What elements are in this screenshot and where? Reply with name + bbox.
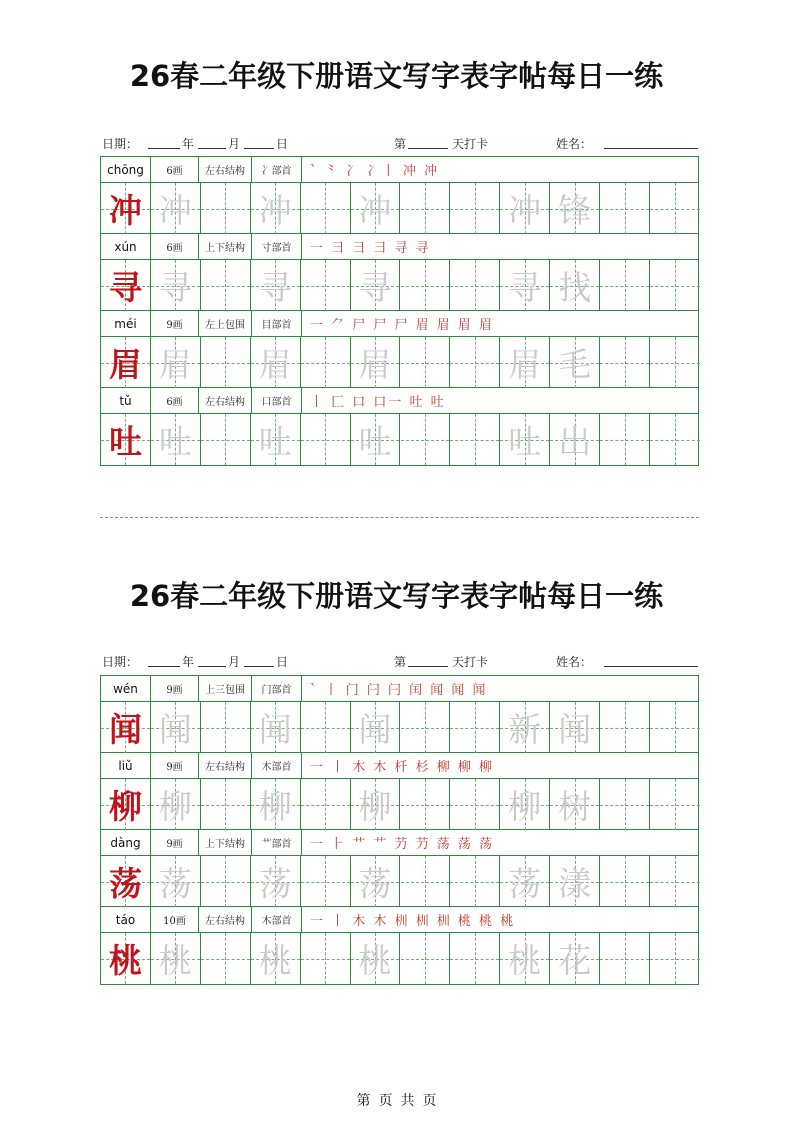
stroke-order: 丨 ⼕ 口 口⼀ 吐 吐 xyxy=(310,395,446,410)
pinyin-cell-text: chōng xyxy=(107,162,144,177)
stroke-count-cell xyxy=(151,830,199,855)
trace-character: 荡 xyxy=(258,864,292,903)
trace-character: 吐 xyxy=(258,422,292,461)
writing-square[interactable] xyxy=(450,337,500,388)
writing-square[interactable] xyxy=(600,260,650,311)
trace-character: 闻 xyxy=(558,710,592,749)
di-label: 第 xyxy=(394,137,407,151)
pinyin-cell-text: dàng xyxy=(110,835,141,850)
stroke-count-cell-text: 9画 xyxy=(166,685,183,696)
writing-grid-row xyxy=(101,779,698,830)
trace-character: 寻 xyxy=(508,268,542,307)
day-number-blank[interactable] xyxy=(408,135,448,149)
writing-square[interactable] xyxy=(600,337,650,388)
char-info-row xyxy=(101,676,698,702)
writing-square[interactable] xyxy=(351,856,401,907)
writing-square[interactable] xyxy=(401,260,451,311)
stroke-count-cell-text: 9画 xyxy=(166,320,183,331)
stroke-count-cell xyxy=(151,753,199,778)
writing-square[interactable] xyxy=(550,183,600,234)
writing-square[interactable] xyxy=(401,183,451,234)
stroke-count-cell xyxy=(151,157,199,182)
month-label: 月 xyxy=(228,137,241,151)
day-blank[interactable] xyxy=(244,135,274,149)
pinyin-cell xyxy=(101,234,151,259)
writing-square[interactable] xyxy=(301,260,351,311)
trace-character: 花 xyxy=(558,941,592,980)
day-label: 日 xyxy=(276,137,289,151)
writing-square[interactable] xyxy=(251,183,301,234)
writing-square[interactable] xyxy=(450,933,500,984)
stroke-count-cell xyxy=(151,907,199,932)
writing-square[interactable] xyxy=(450,856,500,907)
writing-square[interactable] xyxy=(201,933,251,984)
footer-ye: 页 xyxy=(378,1093,393,1109)
pinyin-cell-text: xún xyxy=(114,239,137,254)
writing-square[interactable] xyxy=(650,779,700,830)
name-blank[interactable] xyxy=(604,653,698,667)
structure-cell-text: 左上包围 xyxy=(205,320,245,331)
stroke-order: ⼀ 丨 木 木 杊 杊 杊 桃 桃 桃 xyxy=(310,914,516,929)
writing-square[interactable] xyxy=(500,260,550,311)
writing-square[interactable] xyxy=(401,933,451,984)
writing-grid-row xyxy=(101,183,698,234)
trace-character: 桃 xyxy=(158,941,192,980)
writing-square[interactable] xyxy=(650,933,700,984)
radical-cell-text: 木部首 xyxy=(261,762,292,773)
pinyin-cell-text: méi xyxy=(114,316,137,331)
trace-character: 眉 xyxy=(358,345,392,384)
page-footer xyxy=(0,1090,793,1110)
writing-square[interactable] xyxy=(151,183,201,234)
structure-cell xyxy=(199,157,252,182)
writing-square[interactable] xyxy=(450,414,500,465)
writing-square[interactable] xyxy=(101,414,151,465)
trace-character: 眉 xyxy=(508,345,542,384)
checkin-label: 天打卡 xyxy=(452,655,489,669)
writing-square[interactable] xyxy=(101,933,151,984)
trace-character: 荡 xyxy=(158,864,192,903)
year-blank[interactable] xyxy=(148,653,180,667)
writing-square[interactable] xyxy=(500,702,550,753)
model-character: 寻 xyxy=(108,268,142,307)
writing-square[interactable] xyxy=(600,702,650,753)
month-label: 月 xyxy=(228,655,241,669)
char-info-row xyxy=(101,388,698,414)
pinyin-cell xyxy=(101,388,151,413)
stroke-count-cell xyxy=(151,388,199,413)
writing-square[interactable] xyxy=(650,856,700,907)
model-character: 桃 xyxy=(108,941,142,980)
writing-square[interactable] xyxy=(151,337,201,388)
writing-grid-row xyxy=(101,414,698,465)
stroke-order: ` ⺀ 冫 冫⼁ 冲 冲 xyxy=(310,164,440,179)
stroke-count-cell-text: 9画 xyxy=(166,762,183,773)
date-label: 日期： xyxy=(102,137,139,151)
day-blank[interactable] xyxy=(244,653,274,667)
writing-square[interactable] xyxy=(301,337,351,388)
writing-square[interactable] xyxy=(450,779,500,830)
month-blank[interactable] xyxy=(198,653,226,667)
footer-ye-total: 页 xyxy=(422,1093,437,1109)
writing-grid-row xyxy=(101,933,698,984)
stroke-count-cell xyxy=(151,311,199,336)
trace-character: 柳 xyxy=(158,787,192,826)
writing-square[interactable] xyxy=(550,260,600,311)
writing-square[interactable] xyxy=(600,414,650,465)
writing-square[interactable] xyxy=(500,779,550,830)
trace-character: 冲 xyxy=(358,191,392,230)
writing-square[interactable] xyxy=(301,933,351,984)
writing-square[interactable] xyxy=(600,933,650,984)
stroke-count-cell xyxy=(151,676,199,701)
trace-character: 桃 xyxy=(508,941,542,980)
writing-square[interactable] xyxy=(351,337,401,388)
writing-square[interactable] xyxy=(301,856,351,907)
radical-cell xyxy=(252,388,302,413)
char-info-row xyxy=(101,157,698,183)
writing-square[interactable] xyxy=(650,337,700,388)
writing-square[interactable] xyxy=(251,702,301,753)
writing-square[interactable] xyxy=(251,337,301,388)
writing-square[interactable] xyxy=(151,856,201,907)
pinyin-cell xyxy=(101,907,151,932)
model-character: 荡 xyxy=(108,864,142,903)
radical-cell-text: 目部首 xyxy=(261,320,292,331)
structure-cell-text: 上下结构 xyxy=(205,839,245,850)
writing-square[interactable] xyxy=(351,933,401,984)
writing-square[interactable] xyxy=(101,337,151,388)
practice-grid xyxy=(100,156,699,466)
stroke-order: ⼀ ⺊ 艹 艹 芀 芀 荡 荡 荡 xyxy=(310,837,495,852)
writing-square[interactable] xyxy=(101,702,151,753)
di-label: 第 xyxy=(394,655,407,669)
year-label: 年 xyxy=(182,655,195,669)
writing-square[interactable] xyxy=(600,779,650,830)
trace-character: 出 xyxy=(558,422,592,461)
writing-square[interactable] xyxy=(301,414,351,465)
writing-square[interactable] xyxy=(500,414,550,465)
trace-character: 柳 xyxy=(508,787,542,826)
pinyin-cell xyxy=(101,830,151,855)
writing-square[interactable] xyxy=(151,779,201,830)
char-info-row xyxy=(101,753,698,779)
radical-cell xyxy=(252,311,302,336)
writing-square[interactable] xyxy=(351,702,401,753)
practice-grid xyxy=(100,675,699,985)
writing-square[interactable] xyxy=(500,933,550,984)
writing-square[interactable] xyxy=(101,779,151,830)
structure-cell xyxy=(199,234,252,259)
radical-cell xyxy=(252,676,302,701)
writing-square[interactable] xyxy=(550,702,600,753)
writing-square[interactable] xyxy=(151,702,201,753)
trace-character: 闻 xyxy=(158,710,192,749)
writing-square[interactable] xyxy=(251,260,301,311)
writing-square[interactable] xyxy=(450,183,500,234)
stroke-order: ⼀ 丨 木 木 杄 杉 柳 柳 柳 xyxy=(310,760,495,775)
radical-cell xyxy=(252,157,302,182)
writing-square[interactable] xyxy=(201,702,251,753)
footer-gong: 共 xyxy=(400,1093,415,1109)
trace-character: 树 xyxy=(558,787,592,826)
writing-square[interactable] xyxy=(450,702,500,753)
writing-square[interactable] xyxy=(301,702,351,753)
writing-square[interactable] xyxy=(201,779,251,830)
meta-row xyxy=(102,135,700,153)
writing-square[interactable] xyxy=(201,260,251,311)
radical-cell-text: 木部首 xyxy=(261,916,292,927)
writing-square[interactable] xyxy=(351,779,401,830)
structure-cell xyxy=(199,388,252,413)
checkin-label: 天打卡 xyxy=(452,137,489,151)
structure-cell-text: 左右结构 xyxy=(205,166,245,177)
stroke-order: ⼀ ⺕ ⺕ 彐 寻 寻 xyxy=(310,241,431,256)
name-label: 姓名： xyxy=(556,655,593,669)
writing-square[interactable] xyxy=(101,183,151,234)
trace-character: 荡 xyxy=(508,864,542,903)
pinyin-cell xyxy=(101,753,151,778)
char-info-row xyxy=(101,830,698,856)
radical-cell xyxy=(252,907,302,932)
trace-character: 寻 xyxy=(358,268,392,307)
model-character: 闻 xyxy=(108,710,142,749)
trace-character: 寻 xyxy=(158,268,192,307)
writing-grid-row xyxy=(101,337,698,388)
model-character: 吐 xyxy=(108,422,142,461)
radical-cell-text: 寸部首 xyxy=(261,243,292,254)
trace-character: 闻 xyxy=(258,710,292,749)
structure-cell xyxy=(199,311,252,336)
trace-character: 闻 xyxy=(358,710,392,749)
radical-cell xyxy=(252,830,302,855)
writing-grid-row xyxy=(101,702,698,753)
pinyin-cell-text: wén xyxy=(113,681,138,696)
trace-character: 寻 xyxy=(258,268,292,307)
trace-character: 眉 xyxy=(158,345,192,384)
writing-square[interactable] xyxy=(201,337,251,388)
stroke-count-cell-text: 6画 xyxy=(166,397,183,408)
writing-square[interactable] xyxy=(550,779,600,830)
writing-square[interactable] xyxy=(101,856,151,907)
stroke-order: ⼀ ⺈ ⼫ 尸 尸 眉 眉 眉 眉 xyxy=(310,318,495,333)
writing-grid-row xyxy=(101,260,698,311)
date-label: 日期： xyxy=(102,655,139,669)
pinyin-cell xyxy=(101,676,151,701)
stroke-count-cell-text: 6画 xyxy=(166,166,183,177)
model-character: 冲 xyxy=(108,191,142,230)
writing-square[interactable] xyxy=(500,337,550,388)
structure-cell-text: 上下结构 xyxy=(205,243,245,254)
radical-cell-text: 口部首 xyxy=(261,397,292,408)
writing-square[interactable] xyxy=(351,414,401,465)
writing-grid-row xyxy=(101,856,698,907)
stroke-count-cell-text: 9画 xyxy=(166,839,183,850)
day-number-blank[interactable] xyxy=(408,653,448,667)
writing-square[interactable] xyxy=(401,856,451,907)
year-blank[interactable] xyxy=(148,135,180,149)
writing-square[interactable] xyxy=(550,856,600,907)
trace-character: 锋 xyxy=(558,191,592,230)
structure-cell-text: 上三包围 xyxy=(205,685,245,696)
radical-cell xyxy=(252,234,302,259)
year-label: 年 xyxy=(182,137,195,151)
writing-square[interactable] xyxy=(650,183,700,234)
writing-square[interactable] xyxy=(151,414,201,465)
trace-character: 冲 xyxy=(258,191,292,230)
cut-line xyxy=(100,517,699,518)
writing-square[interactable] xyxy=(251,856,301,907)
structure-cell-text: 左右结构 xyxy=(205,762,245,773)
writing-square[interactable] xyxy=(500,183,550,234)
trace-character: 冲 xyxy=(508,191,542,230)
meta-row xyxy=(102,653,700,671)
writing-square[interactable] xyxy=(251,933,301,984)
stroke-order: ` 丨 门 闩 闩 闰 闻 闻 闻 xyxy=(310,683,488,698)
trace-character: 漾 xyxy=(558,864,592,903)
page-title: 26春二年级下册语文写字表字帖每日一练 xyxy=(129,579,664,613)
writing-square[interactable] xyxy=(301,183,351,234)
writing-square[interactable] xyxy=(351,183,401,234)
trace-character: 冲 xyxy=(158,191,192,230)
structure-cell xyxy=(199,830,252,855)
writing-square[interactable] xyxy=(401,702,451,753)
trace-character: 眉 xyxy=(258,345,292,384)
trace-character: 吐 xyxy=(158,422,192,461)
writing-square[interactable] xyxy=(650,260,700,311)
writing-square[interactable] xyxy=(201,183,251,234)
name-label: 姓名： xyxy=(556,137,593,151)
writing-square[interactable] xyxy=(450,260,500,311)
writing-square[interactable] xyxy=(351,260,401,311)
radical-cell-text: 门部首 xyxy=(261,685,292,696)
structure-cell xyxy=(199,753,252,778)
model-character: 柳 xyxy=(108,787,142,826)
writing-square[interactable] xyxy=(650,414,700,465)
structure-cell xyxy=(199,907,252,932)
structure-cell-text: 左右结构 xyxy=(205,397,245,408)
writing-square[interactable] xyxy=(301,779,351,830)
stroke-count-cell xyxy=(151,234,199,259)
trace-character: 吐 xyxy=(508,422,542,461)
writing-square[interactable] xyxy=(151,933,201,984)
day-label: 日 xyxy=(276,655,289,669)
radical-cell-text: 冫部首 xyxy=(261,166,292,177)
structure-cell xyxy=(199,676,252,701)
writing-square[interactable] xyxy=(401,779,451,830)
radical-cell-text: 艹部首 xyxy=(261,839,292,850)
trace-character: 毛 xyxy=(558,345,592,384)
trace-character: 吐 xyxy=(358,422,392,461)
footer-di: 第 xyxy=(356,1093,371,1109)
radical-cell xyxy=(252,753,302,778)
char-info-row xyxy=(101,311,698,337)
writing-square[interactable] xyxy=(151,260,201,311)
model-character: 眉 xyxy=(108,345,142,384)
char-info-row xyxy=(101,907,698,933)
writing-square[interactable] xyxy=(550,337,600,388)
pinyin-cell-text: liǔ xyxy=(118,758,133,773)
writing-square[interactable] xyxy=(201,414,251,465)
writing-square[interactable] xyxy=(401,337,451,388)
pinyin-cell xyxy=(101,311,151,336)
writing-square[interactable] xyxy=(251,414,301,465)
trace-character: 柳 xyxy=(258,787,292,826)
pinyin-cell xyxy=(101,157,151,182)
writing-square[interactable] xyxy=(550,933,600,984)
trace-character: 找 xyxy=(558,268,592,307)
writing-square[interactable] xyxy=(101,260,151,311)
page-title: 26春二年级下册语文写字表字帖每日一练 xyxy=(129,59,664,93)
month-blank[interactable] xyxy=(198,135,226,149)
stroke-count-cell-text: 10画 xyxy=(163,916,186,927)
pinyin-cell-text: tǔ xyxy=(119,393,132,408)
trace-character: 桃 xyxy=(258,941,292,980)
writing-square[interactable] xyxy=(600,183,650,234)
trace-character: 桃 xyxy=(358,941,392,980)
writing-square[interactable] xyxy=(201,856,251,907)
trace-character: 荡 xyxy=(358,864,392,903)
writing-square[interactable] xyxy=(401,414,451,465)
writing-square[interactable] xyxy=(650,702,700,753)
writing-square[interactable] xyxy=(600,856,650,907)
writing-square[interactable] xyxy=(251,779,301,830)
structure-cell-text: 左右结构 xyxy=(205,916,245,927)
name-blank[interactable] xyxy=(604,135,698,149)
pinyin-cell-text: táo xyxy=(115,912,136,927)
writing-square[interactable] xyxy=(550,414,600,465)
stroke-count-cell-text: 6画 xyxy=(166,243,183,254)
trace-character: 新 xyxy=(508,710,542,749)
writing-square[interactable] xyxy=(500,856,550,907)
char-info-row xyxy=(101,234,698,260)
trace-character: 柳 xyxy=(358,787,392,826)
